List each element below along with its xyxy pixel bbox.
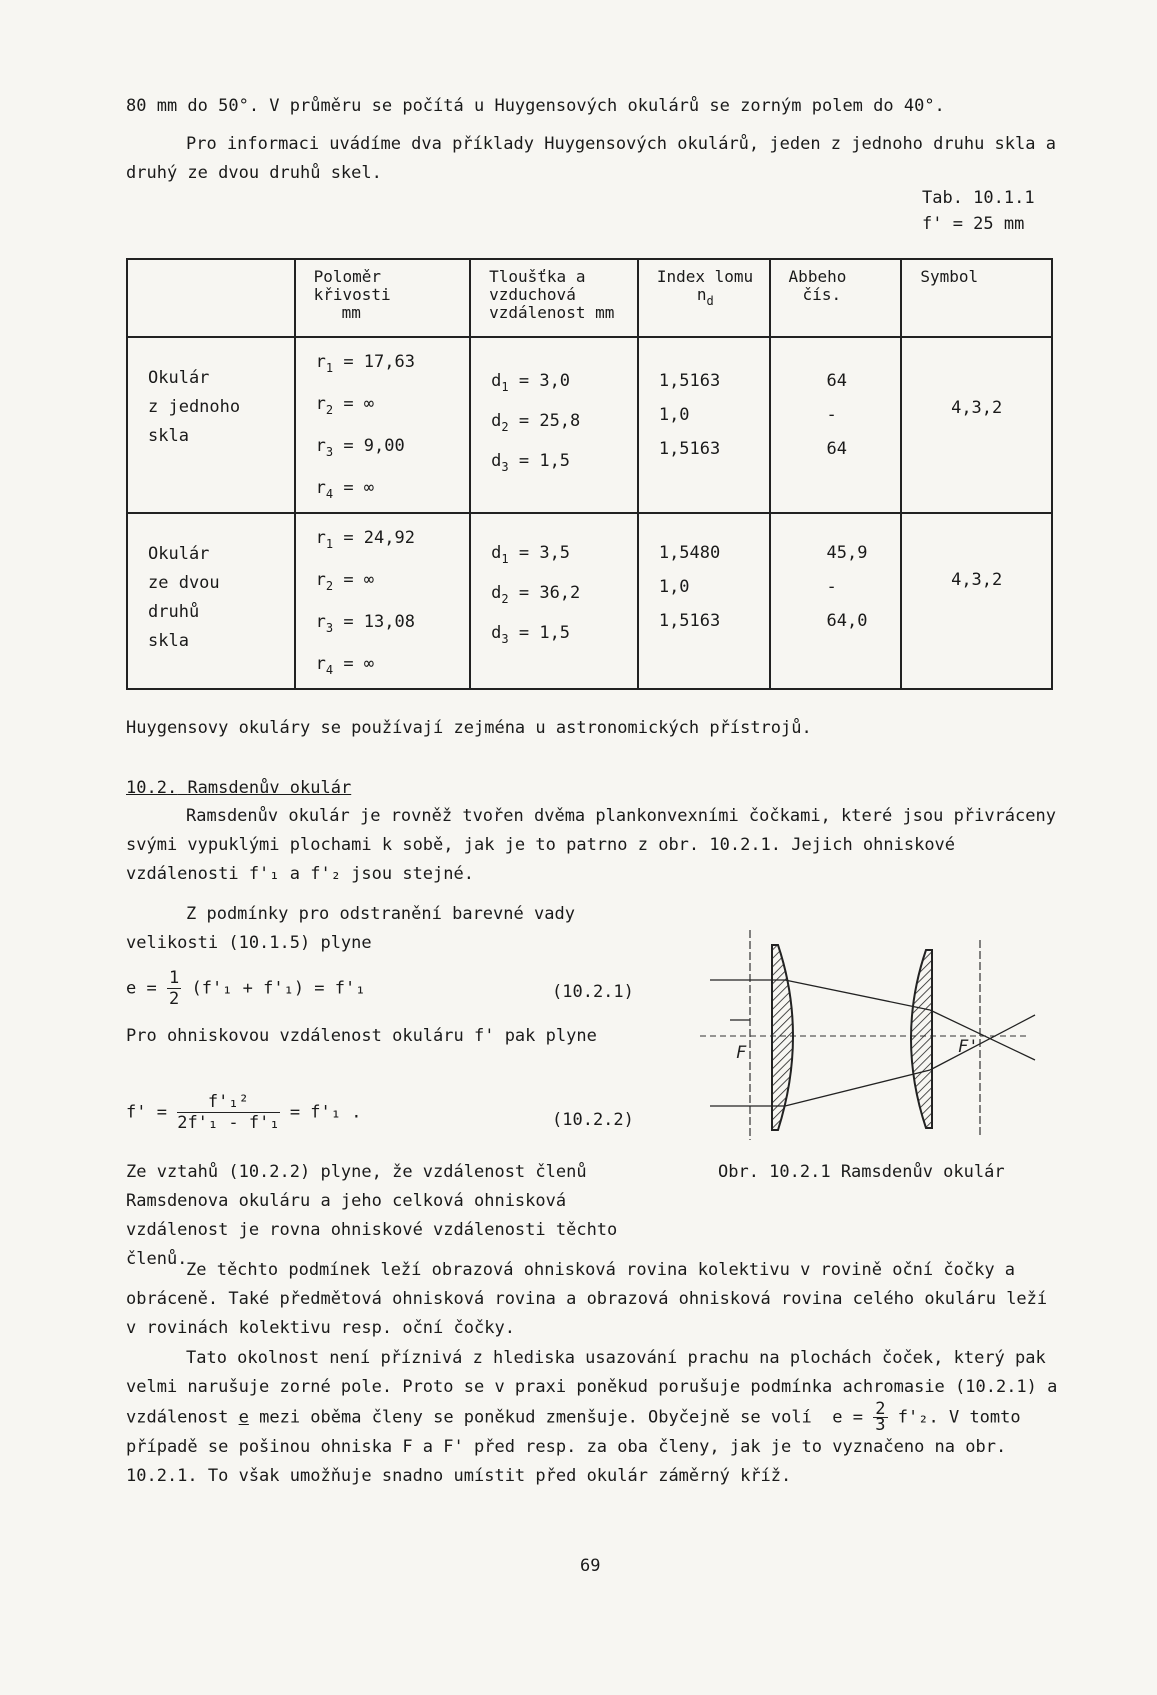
- row-label: Okulár ze dvou druhů skla: [127, 513, 295, 689]
- table-row: [127, 513, 1052, 689]
- ray: [930, 1010, 1035, 1060]
- label-f: F: [736, 1043, 747, 1063]
- header-abbe: Abbeho čís.: [770, 259, 902, 337]
- index-cell: 1,5163 1,0 1,5163: [638, 337, 770, 513]
- paragraph-relations: Ze vztahů (10.2.2) plyne, že vzdálenost členů Ramsdenova okuláru a jeho celková ohnisková vzdálenost je rovna ohniskové vzdálenosti těchto členů.: [126, 1162, 618, 1269]
- lens-table: [126, 258, 1053, 690]
- equation-number: (10.2.1): [552, 982, 634, 1002]
- symbol-cell: 4,3,2: [901, 513, 1052, 689]
- ramsden-figure: [700, 920, 1060, 1150]
- table-row: [127, 337, 1052, 513]
- figure-caption: Obr. 10.2.1 Ramsdenův okulár: [718, 1162, 1005, 1182]
- equation-10-2-1: e = $\frac{1}{2}$ (f'₁ + f'₁) = f'₁: [126, 968, 366, 1009]
- thickness-cell: $d_1 = 3,0$ $d_2 = 25,8$ $d_3 = 1,5$: [470, 337, 638, 513]
- radius-cell: $r_1 = 17,63$ $r_2$ = ∞ $r_3 = 9,00$ $r_4$ = ∞: [295, 337, 471, 513]
- lens-collective: [772, 945, 793, 1130]
- ray: [930, 1015, 1035, 1070]
- intro-paragraph: Pro informaci uvádíme dva příklady Huygensových okulárů, jeden z jednoho druhu skla a druhý ze dvou druhů skel.: [126, 134, 1056, 183]
- lens-eye: [911, 950, 932, 1128]
- table-header-row: [127, 259, 1052, 337]
- paragraph-focal-length: Pro ohniskovou vzdálenost okuláru f' pak plyne: [126, 1026, 597, 1046]
- abbe-cell: 45,9 - 64,0: [770, 513, 902, 689]
- equation-number: (10.2.2): [552, 1110, 634, 1130]
- intro-line: 80 mm do 50°. V průměru se počítá u Huygensových okulárů se zorným polem do 40°.: [126, 96, 945, 116]
- header-symbol: Symbol: [901, 259, 1052, 337]
- header-radius: Poloměr křivosti mm: [295, 259, 471, 337]
- row-label: Okulár z jednoho skla: [127, 337, 295, 513]
- header-index: Index lomu $n_d$: [638, 259, 770, 337]
- ray: [785, 1070, 930, 1106]
- radius-cell: $r_1 = 24,92$ $r_2$ = ∞ $r_3 = 13,08$ $r_4$ = ∞: [295, 513, 471, 689]
- paragraph-ramsden: Ramsdenův okulár je rovněž tvořen dvěma plankonvexními čočkami, které jsou přivráceny svými vypuklými plochami k sobě, jak je to patrno z obr. 10.2.1. Jejich ohniskové vzdálenosti f'₁ a f'₂ jsou stejné.: [126, 806, 1056, 884]
- label-fprime: F': [958, 1037, 979, 1057]
- thickness-cell: $d_1 = 3,5$ $d_2 = 36,2$ $d_3 = 1,5$: [470, 513, 638, 689]
- equation-10-2-2: f' = $\frac{\text{f'₁²}}{\text{2f'₁ - f'₁}}$ = f'₁ .: [126, 1092, 362, 1133]
- paragraph-condition: Z podmínky pro odstranění barevné vady velikosti (10.1.5) plyne: [126, 904, 575, 953]
- section-heading: 10.2. Ramsdenův okulár: [126, 778, 352, 798]
- index-cell: 1,5480 1,0 1,5163: [638, 513, 770, 689]
- symbol-cell: 4,3,2: [901, 337, 1052, 513]
- paragraph-dust: Tato okolnost není příznivá z hlediska usazování prachu na plochách čoček, který pak velmi narušuje zorné pole. Proto se v praxi poněkud porušuje podmínka achromasie (10.2.1) a vzdálenost e mezi oběma členy se poněkud zmenšuje. Obyčejně se volí e = $\frac{2}{3}$ f'₂. V tomto případě se pošinou ohniska F a F' před resp. za oba členy, jak je to vyznačeno na obr. 10.2.1. To však umožňuje snadno umístit před okulár záměrný kříž.: [126, 1348, 1058, 1486]
- abbe-cell: 64 - 64: [770, 337, 902, 513]
- after-table-text: Huygensovy okuláry se používají zejména u astronomických přístrojů.: [126, 718, 812, 738]
- header-empty: [127, 259, 295, 337]
- page-number: 69: [580, 1556, 601, 1576]
- table-caption: Tab. 10.1.1: [922, 188, 1035, 208]
- header-thickness: Tloušťka a vzduchová vzdálenost mm: [470, 259, 638, 337]
- paragraph-conditions: Ze těchto podmínek leží obrazová ohnisková rovina kolektivu v rovině oční čočky a obráceně. Také předmětová ohnisková rovina a obrazová ohnisková rovina celého okuláru leží v rovinách kolektivu resp. oční čočky.: [126, 1260, 1048, 1338]
- ray: [785, 980, 930, 1010]
- table-focal: f' = 25 mm: [922, 214, 1025, 234]
